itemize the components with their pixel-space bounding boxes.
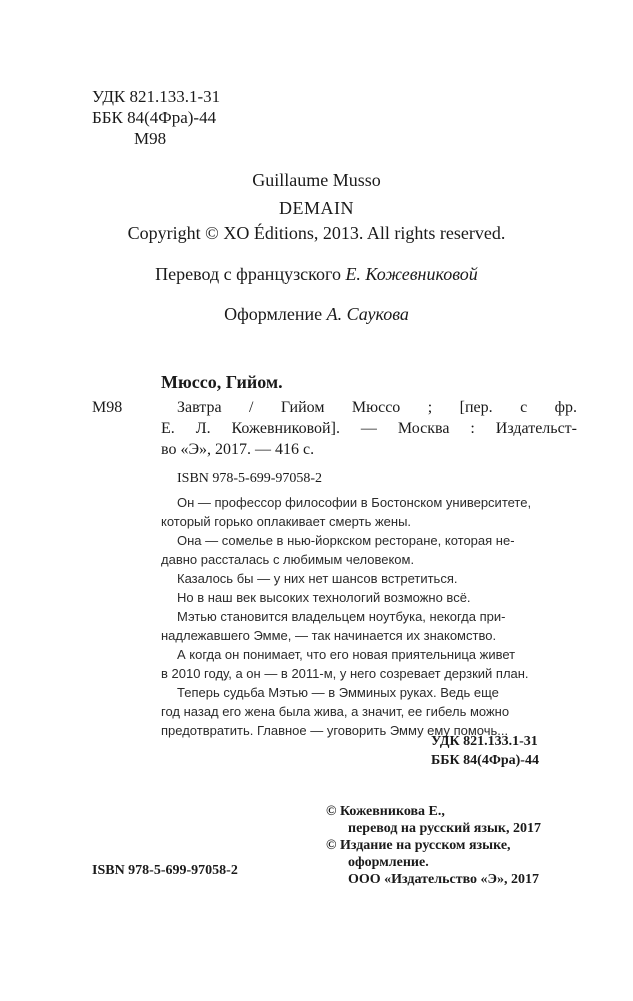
translation-credit xyxy=(0,264,633,285)
catalog-desc-line-2: Е. Л. Кожевниковой]. — Москва : Издательст- xyxy=(161,420,577,437)
bottom-bbk-code: ББК 84(4Фра)-44 xyxy=(431,753,539,768)
translator-name: Е. Кожевниковой xyxy=(345,264,478,284)
udk-code: УДК 821.133.1-31 xyxy=(92,87,221,106)
bottom-isbn: ISBN 978-5-699-97058-2 xyxy=(92,863,238,878)
catalog-heading: Мюссо, Гийом. xyxy=(161,372,283,392)
catalog-desc-line-3: во «Э», 2017. — 416 с. xyxy=(161,441,315,458)
annotation-line: год назад его жена была жива, а значит, ее гибель можно xyxy=(161,704,510,719)
annotation-line: Теперь судьба Мэтью — в Эмминых руках. Ведь еще xyxy=(177,685,499,700)
annotation-line: А когда он понимает, что его новая приятельница живет xyxy=(177,647,516,662)
rights-line: © Издание на русском языке, xyxy=(326,838,511,853)
annotation-line: давно рассталась с любимым человеком. xyxy=(161,552,415,567)
rights-block xyxy=(326,803,541,888)
author-mark-code: М98 xyxy=(134,129,167,148)
translation-prefix: Перевод с французского xyxy=(155,264,346,284)
design-credit xyxy=(0,304,633,325)
copyright-line: Copyright © XO Éditions, 2013. All rights reserved. xyxy=(127,223,506,243)
original-author: Guillaume Musso xyxy=(252,170,381,190)
annotation-line: Он — профессор философии в Бостонском университете, xyxy=(177,495,532,510)
annotation xyxy=(161,493,581,740)
rights-line: перевод на русский язык, 2017 xyxy=(348,821,541,836)
rights-line: оформление. xyxy=(348,855,429,870)
design-prefix: Оформление xyxy=(224,304,327,324)
annotation-line: который горько оплакивает смерть жены. xyxy=(161,514,412,529)
annotation-line: в 2010 году, а он — в 2011-м, у него созревает дерзкий план. xyxy=(161,666,529,681)
annotation-line: надлежавшего Эмме, — так начинается их знакомство. xyxy=(161,628,497,643)
bottom-udk-code: УДК 821.133.1-31 xyxy=(431,734,538,749)
bbk-code: ББК 84(4Фра)-44 xyxy=(92,108,217,127)
rights-line: © Кожевникова Е., xyxy=(326,804,445,819)
original-title: DEMAIN xyxy=(279,198,354,218)
rights-line: ООО «Издательство «Э», 2017 xyxy=(348,872,540,887)
annotation-line: Но в наш век высоких технологий возможно всё. xyxy=(177,590,471,605)
designer-name: А. Саукова xyxy=(326,304,409,324)
annotation-line: Мэтью становится владельцем ноутбука, некогда при- xyxy=(177,609,506,624)
catalog-code: М98 xyxy=(92,399,123,416)
annotation-line: Казалось бы — у них нет шансов встретиться. xyxy=(177,571,458,586)
annotation-line: предотвратить. Главное — уговорить Эмму ему помочь... xyxy=(161,723,509,738)
annotation-line: Она — сомелье в нью-йоркском ресторане, которая не- xyxy=(177,533,515,548)
catalog-isbn: ISBN 978-5-699-97058-2 xyxy=(177,471,323,486)
catalog-desc-line-1: Завтра / Гийом Мюссо ; [пер. с фр. xyxy=(177,399,577,416)
